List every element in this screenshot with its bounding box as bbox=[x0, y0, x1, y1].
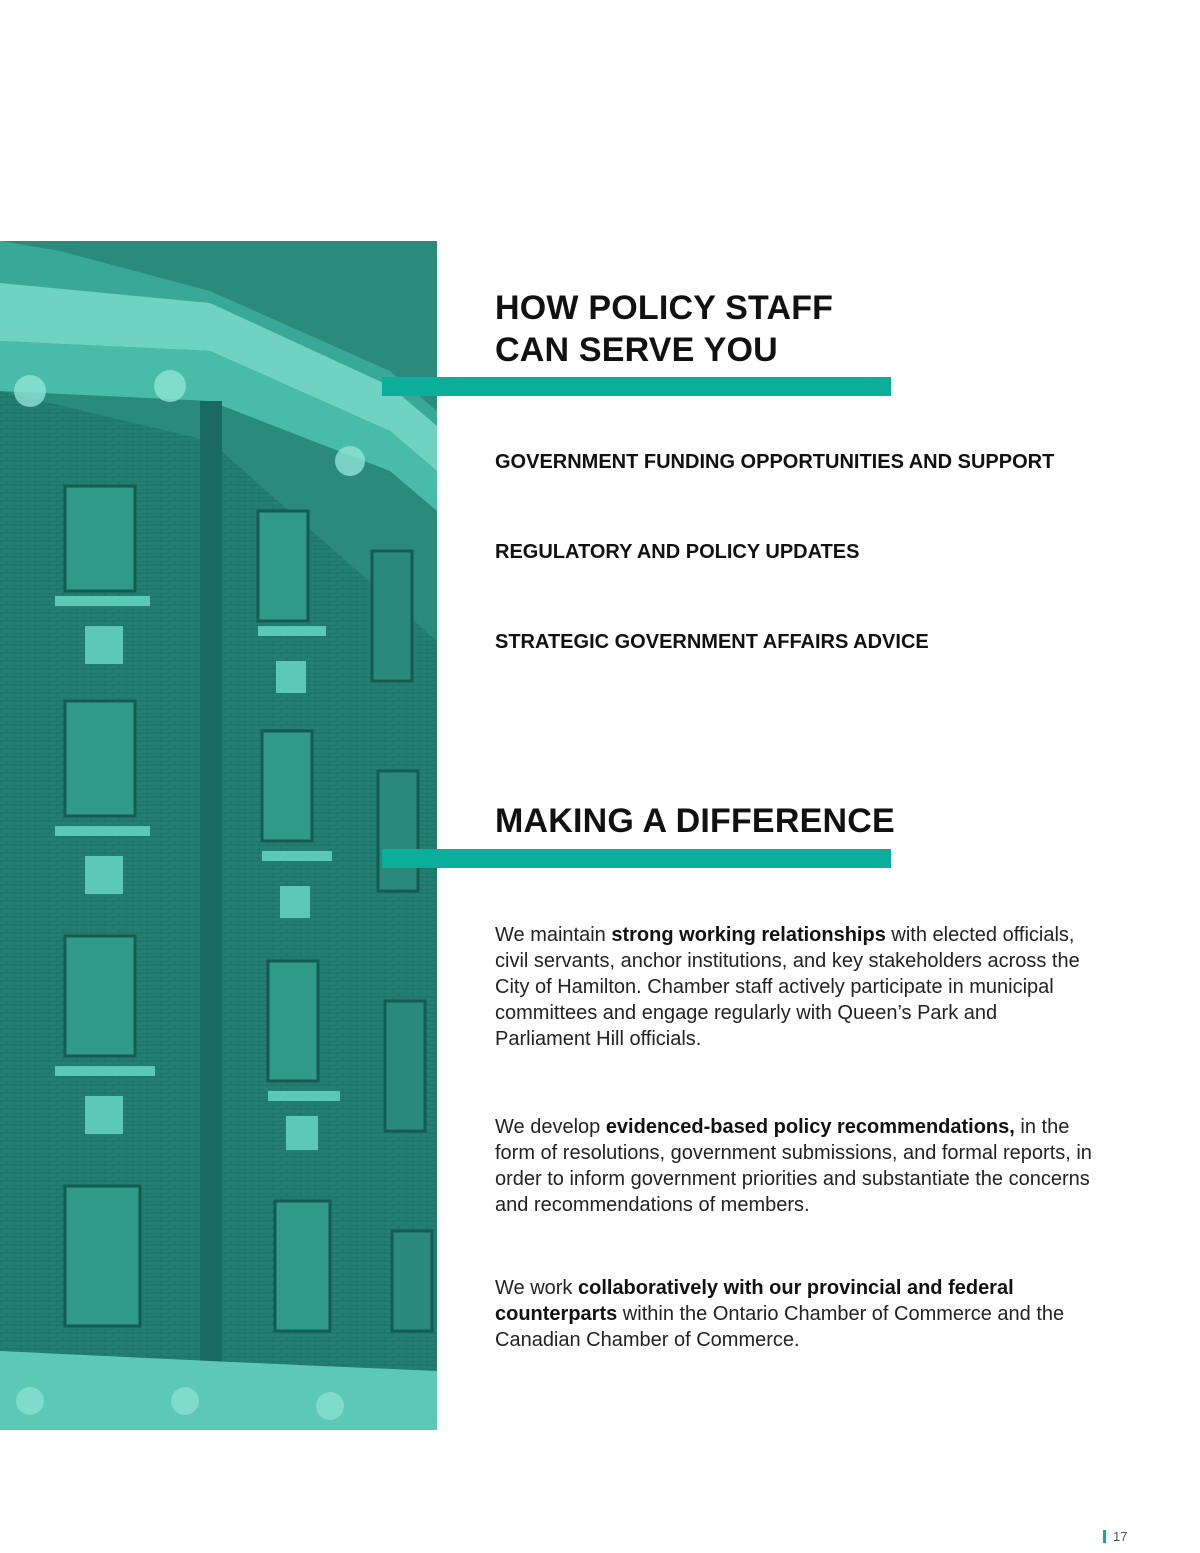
title-line-1: HOW POLICY STAFF bbox=[495, 289, 834, 327]
paragraph-emphasis: collaboratively with our provincial and federal counterparts bbox=[495, 1277, 1014, 1325]
how-policy-staff-title bbox=[495, 287, 833, 371]
paragraph-text: with elected officials, civil servants, anchor institutions, and key stakeholders across the City of Hamilton. Chamber staff actively participate in municipal committees and engage regularly with Queen’s Park and Parliament Hill officials. bbox=[495, 924, 1080, 1050]
service-item-advice: STRATEGIC GOVERNMENT AFFAIRS ADVICE bbox=[495, 631, 929, 653]
accent-rule-1 bbox=[382, 377, 891, 396]
making-difference-title: MAKING A DIFFERENCE bbox=[495, 802, 895, 840]
building-photo bbox=[0, 241, 437, 1430]
page-number bbox=[1103, 1527, 1127, 1545]
service-item-regulatory: REGULATORY AND POLICY UPDATES bbox=[495, 541, 860, 563]
paragraph-emphasis: strong working relationships bbox=[611, 924, 886, 946]
paragraph-text: We maintain bbox=[495, 924, 612, 946]
paragraph-text: We develop bbox=[495, 1116, 606, 1138]
paragraph-emphasis: evidenced-based policy recommendations, bbox=[605, 1116, 1015, 1138]
paragraph-relationships bbox=[495, 922, 1095, 1052]
paragraph-text: within the Ontario Chamber of Commerce and the Canadian Chamber of Commerce. bbox=[495, 1303, 1065, 1351]
title-line-2: CAN SERVE YOU bbox=[495, 331, 778, 369]
paragraph-policy-recommendations bbox=[495, 1114, 1095, 1218]
paragraph-text: We work bbox=[495, 1277, 578, 1299]
service-item-funding: GOVERNMENT FUNDING OPPORTUNITIES AND SUPPORT bbox=[495, 451, 1055, 473]
page-number-marker bbox=[1103, 1530, 1106, 1543]
page-number-text: 17 bbox=[1113, 1528, 1128, 1544]
paragraph-counterparts bbox=[495, 1275, 1095, 1353]
paragraph-text: in the form of resolutions, government submissions, and formal reports, in order to inform government priorities and substantiate the concerns and recommendations of members. bbox=[495, 1116, 1092, 1216]
accent-rule-2 bbox=[382, 849, 891, 868]
